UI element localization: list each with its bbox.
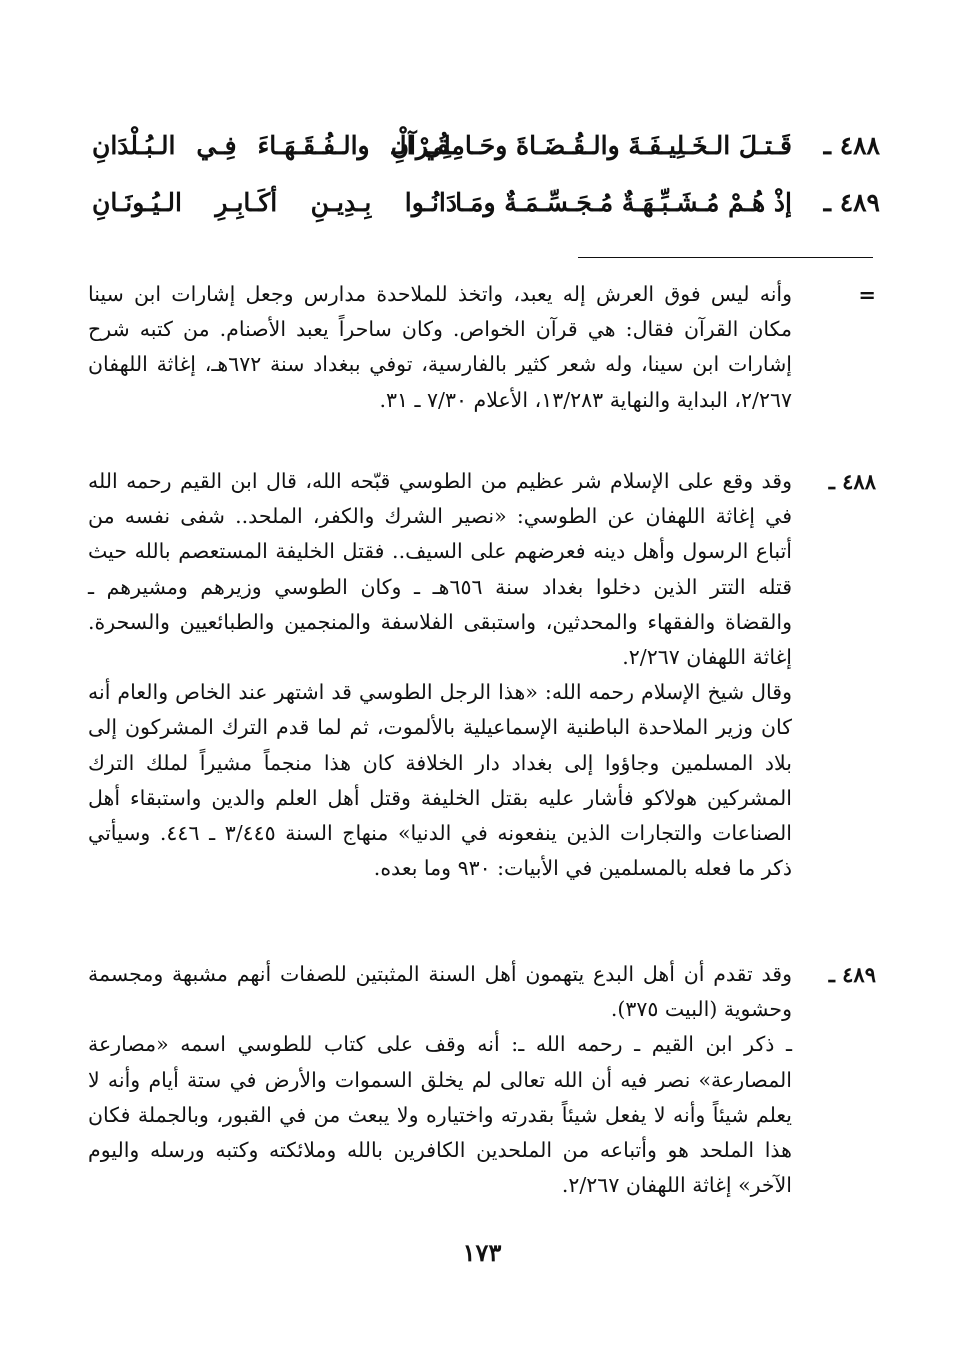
verse-488 [90, 123, 880, 167]
footnote-text-continued: وقال شيخ الإسلام رحمه الله: «هذا الرجل الطوسي قد اشتهر عند الخاص والعام أنه كان وزير الملاحدة الباطنية الإسماعيلية بالألموت، ثم لما قدم الترك المشركون إلى بلاد المسلمين وجاؤوا إلى بغداد دار الخلافة كان هذا منجماً مشيراً لملك الترك المشركين هولاكو فأشار عليه بقتل الخليفة وقتل أهل العلم والدين واستبقاء أهل الصناعات والتجارات الذين ينفعونه في الدنيا» منهاج السنة ٣/٤٤٥ ـ ٤٤٦. وسيأتي ذكر ما فعله بالمسلمين في الأبيات: ٩٣٠ وما بعده. [88, 680, 792, 881]
verse-first-hemistich: قَـتـلَ الـخَـلِيـفَـةَ والـقُـضَـاةَ وحَـامِلِي الْـ [391, 130, 792, 160]
footnote-number: ٤٨٩ ـ [828, 962, 876, 987]
footnote-continued [88, 277, 876, 418]
footnote-text: وقد تقدم أن أهل البدع يتهمون أهل السنة المثبتين للصفات أنهم مشبهة ومجسمة وحشوية (البيت ٣٧٥). [88, 962, 792, 1022]
verse-first-hemistich: إذْ هُـمْ مُـشَـبِّـهَـةٌ مُـجَـسِّـمَـةٌ ومَـا [455, 187, 792, 217]
verse-second-hemistich: دَانُـوا بِـدِيـنِ أكَـابِـرِ الـيُـونَـانِ [92, 187, 457, 217]
footnote-divider [578, 257, 873, 258]
verse-489 [90, 180, 880, 224]
verse-number: ٤٨٨ ـ [823, 130, 880, 160]
footnote-488 [88, 464, 876, 886]
footnote-text: وقد وقع على الإسلام شر عظيم من الطوسي قبّحه الله، قال ابن القيم رحمه الله في إغاثة اللهفان عن الطوسي: «نصير الشرك والكفر، الملحد.. شفى نفسه من أتباع الرسول وأهل دينه فعرضهم على السيف.. فقتل الخليفة المستعصم بالله حيث قتله التتر الذين دخلوا بغداد سنة ٦٥٦هـ ـ وكان الطوسي وزيرهم ومشيرهم ـ والقضاة والفقهاء والمحدثين، واستبقى الفلاسفة والمنجمين والطبائعيين والسحرة. إغاثة اللهفان ٢/٢٦٧. [88, 469, 792, 670]
footnote-489 [88, 957, 876, 1203]
page-number: ١٧٣ [462, 1238, 502, 1267]
verse-second-hemistich: ـقُـرْآنِ والـفُـقَـهَـاءَ فِـي الـبُـلْدَانِ [92, 130, 457, 160]
footnote-text: وأنه ليس فوق العرش إله يعبد، واتخذ للملاحدة مدارس وجعل إشارات ابن سينا مكان القرآن فقال: هي قرآن الخواص. وكان ساحراً يعبد الأصنام. من كتبه شرح إشارات ابن سينا، وله شعر كثير بالفارسية، توفي ببغداد سنة ٦٧٢هـ، إغاثة اللهفان ٢/٢٦٧، البداية والنهاية ١٣/٢٨٣، الأعلام ٧/٣٠ ـ ٣١. [88, 282, 792, 412]
footnote-number: ٤٨٨ ـ [828, 469, 876, 494]
verse-number: ٤٨٩ ـ [823, 187, 880, 217]
footnote-text-continued: ـ ذكر ابن القيم ـ رحمه الله ـ: أنه وقف على كتاب للطوسي اسمه «مصارعة المصارعة» نصر فيه أن الله تعالى لم يخلق السموات والأرض في ستة أيام وأنه لا يعلم شيئاً وأنه لا يفعل شيئاً بقدرته واختياره ولا يبعث من في القبور، وبالجملة فكان هذا الملحد هو وأتباعه من الملحدين الكافرين بالله وملائكته وكتبه ورسله واليوم الآخر» إغاثة اللهفان ٢/٢٦٧. [88, 1032, 792, 1198]
footnote-mark: = [858, 282, 876, 307]
